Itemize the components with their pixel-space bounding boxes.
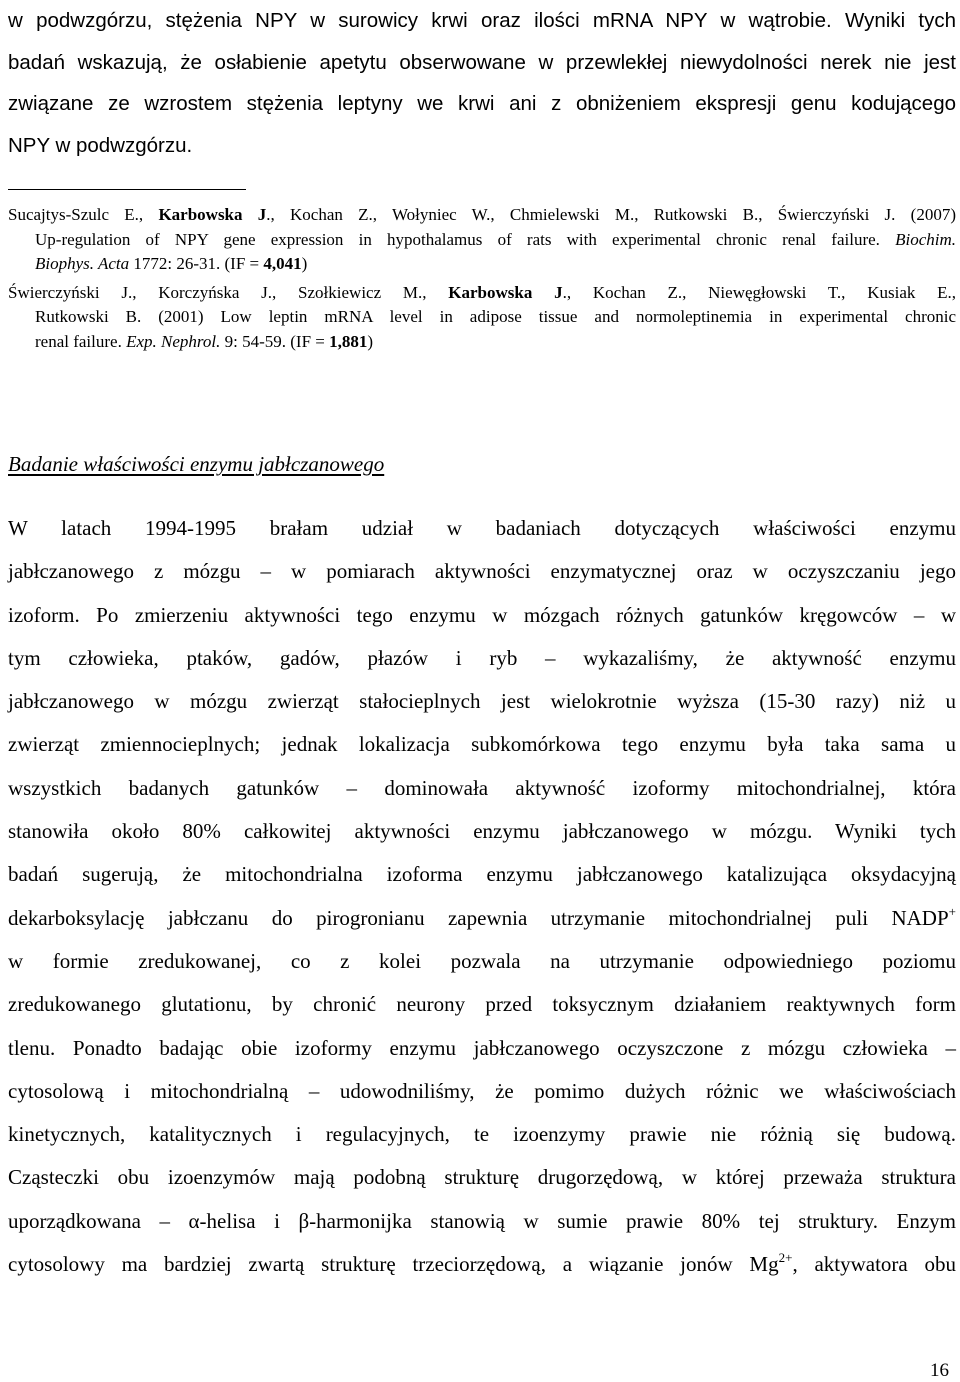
reference-item	[8, 281, 956, 355]
page-number: 16	[930, 1360, 949, 1381]
intro-line: związane ze wzrostem stężenia leptyny we krwi ani z obniżeniem ekspresji genu kodującego	[8, 92, 956, 115]
intro-line: w podwzgórzu, stężenia NPY w surowicy krwi oraz ilości mRNA NPY w wątrobie. Wyniki tych	[8, 9, 956, 32]
reference-line: Biophys. Acta 1772: 26-31. (IF = 4,041)	[35, 254, 308, 273]
body-line: uporządkowana – α-helisa i β-harmonijka stanowią w sumie prawie 80% tej struktury. Enzym	[8, 1208, 956, 1233]
body-line: cytosolową i mitochondrialną – udowodniliśmy, że pomimo dużych różnic we właściwościach	[8, 1078, 956, 1103]
body-line: badań sugerują, że mitochondrialna izoforma enzymu jabłczanowego katalizująca oksydacyjną	[8, 862, 956, 887]
reference-line: Sucajtys-Szulc E., Karbowska J., Kochan Z., Wołyniec W., Chmielewski M., Rutkowski B., Świerczyński J. (2007)	[8, 205, 956, 224]
body-line: tlenu. Ponadto badając obie izoformy enzymu jabłczanowego oczyszczone z mózgu człowieka –	[8, 1035, 956, 1060]
body-line: tym człowieka, ptaków, gadów, płazów i ryb – wykazaliśmy, że aktywność enzymu	[8, 645, 956, 670]
body-line: kinetycznych, katalitycznych i regulacyjnych, te izoenzymy prawie nie różnią się budową.	[8, 1122, 956, 1147]
reference-line: Rutkowski B. (2001) Low leptin mRNA level in adipose tissue and normoleptinemia in experimental chronic	[35, 307, 956, 326]
reference-line: renal failure. Exp. Nephrol. 9: 54-59. (IF = 1,881)	[35, 331, 374, 351]
reference-line: Up-regulation of NPY gene expression in hypothalamus of rats with experimental chronic renal failure. Biochim.	[35, 229, 956, 249]
body-paragraph	[8, 507, 956, 1286]
reference-line: Świerczyński J., Korczyńska J., Szołkiewicz M., Karbowska J., Kochan Z., Niewęgłowski T., Kusiak E.,	[8, 282, 957, 302]
footnote-divider	[8, 189, 246, 190]
body-line: zwierząt zmiennocieplnych; jednak lokalizacja subkomórkowa tego enzymu była taka sama u	[8, 732, 956, 757]
body-line: izoform. Po zmierzeniu aktywności tego enzymu w mózgach różnych gatunków kręgowców – w	[8, 602, 956, 627]
body-line: stanowiła około 80% całkowitej aktywności enzymu jabłczanowego w mózgu. Wyniki tych	[8, 819, 956, 844]
reference-list	[8, 203, 956, 354]
superscript: +	[948, 903, 956, 919]
body-line: Cząsteczki obu izoenzymów mają podobną strukturę drugorzędową, w której przeważa struktura	[8, 1165, 956, 1190]
body-line: cytosolowy ma bardziej zwartą strukturę trzeciorzędową, a wiązanie jonów $Mg^{2+}$, aktywatora obu	[8, 1250, 956, 1277]
superscript: 2+	[778, 1250, 793, 1266]
body-line: dekarboksylację jabłczanu do pirogronianu zapewnia utrzymanie mitochondrialnej puli NADP+	[8, 903, 956, 930]
body-line: jabłczanowego w mózgu zwierząt stałocieplnych jest wielokrotnie wyższa (15-30 razy) niż u	[8, 689, 956, 714]
body-line: wszystkich badanych gatunków – dominowała aktywność izoformy mitochondrialnej, która	[8, 775, 956, 800]
body-line: w formie zredukowanej, co z kolei pozwala na utrzymanie odpowiedniego poziomu	[8, 948, 956, 973]
section-title: Badanie właściwości enzymu jabłczanowego	[8, 452, 385, 476]
body-line: jabłczanowego z mózgu – w pomiarach aktywności enzymatycznej oraz w oczyszczaniu jego	[8, 559, 956, 584]
intro-paragraph	[8, 0, 956, 166]
body-line: zredukowanego glutationu, by chronić neurony przed toksycznym działaniem reaktywnych form	[8, 992, 956, 1017]
intro-line: NPY w podwzgórzu.	[8, 133, 193, 157]
reference-item	[8, 203, 956, 277]
body-line: W latach 1994-1995 brałam udział w badaniach dotyczących właściwości enzymu	[8, 516, 956, 540]
intro-line: badań wskazują, że osłabienie apetytu obserwowane w przewlekłej niewydolności nerek nie jest	[8, 50, 956, 74]
